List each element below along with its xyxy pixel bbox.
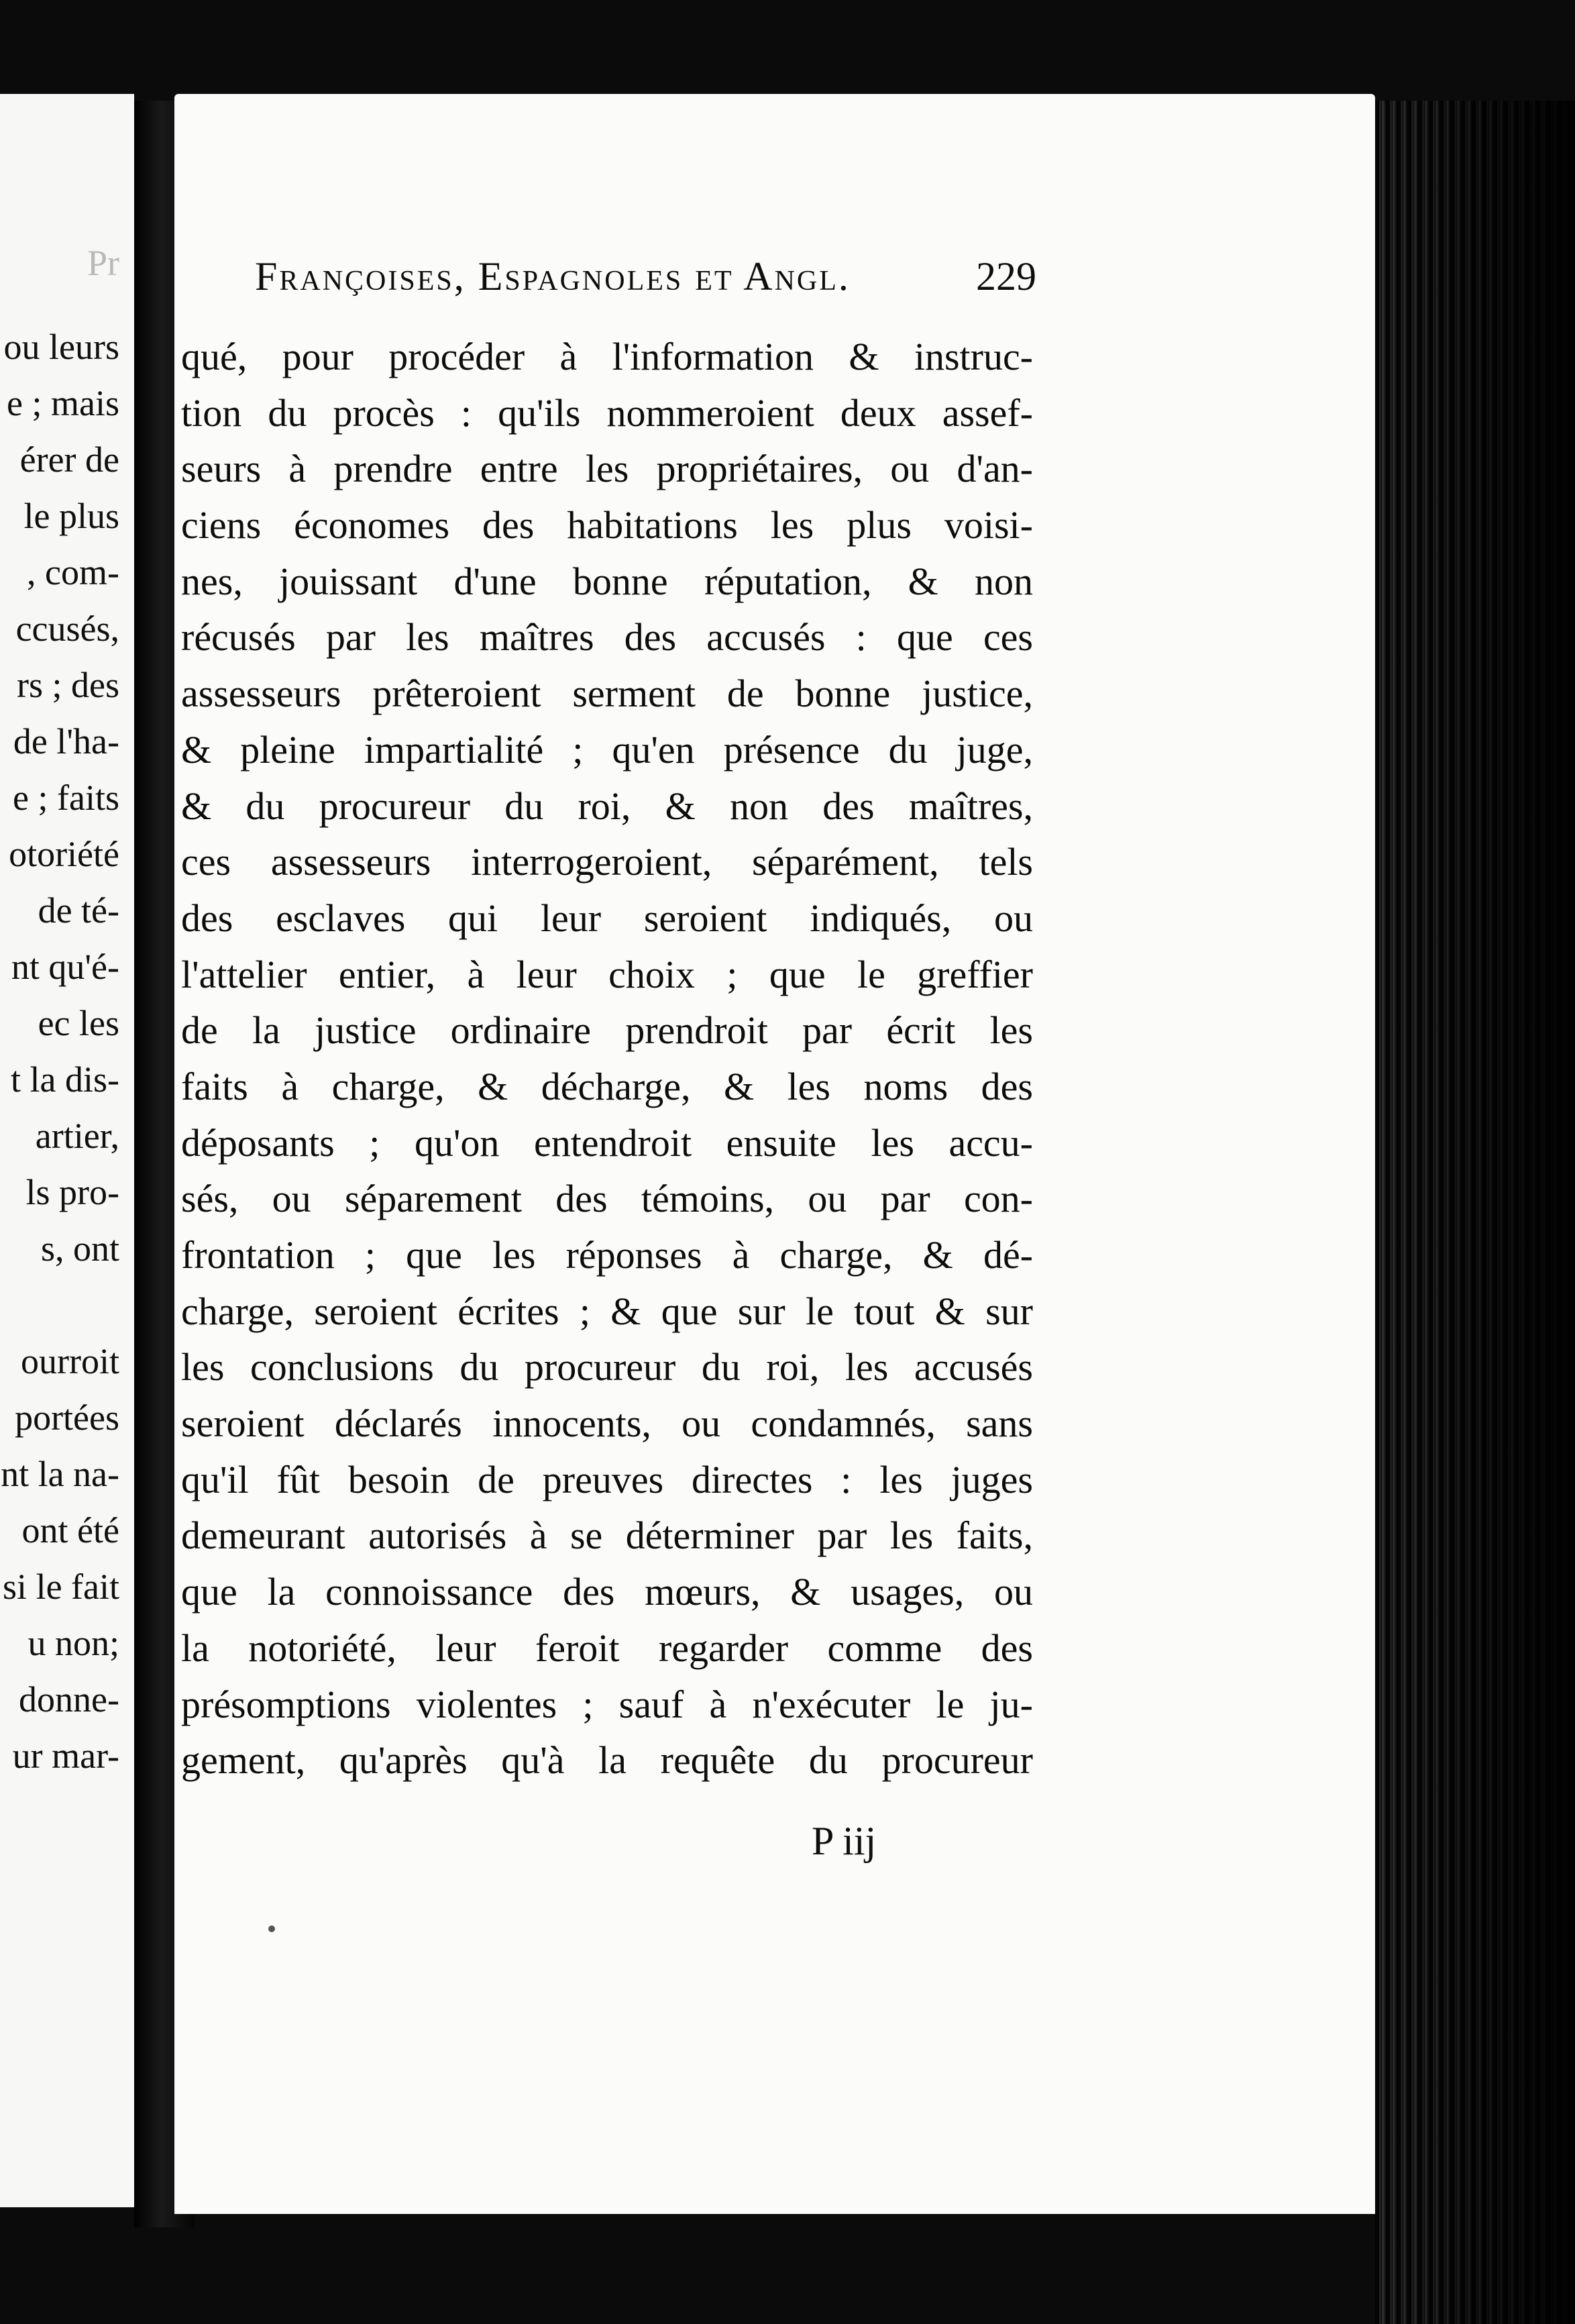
- left-page-line: , com-: [27, 552, 119, 592]
- text-line: qu'il fût besoin de preuves directes : les juges: [181, 1457, 1033, 1501]
- text-line: nes, jouissant d'une bonne réputation, & non: [181, 559, 1033, 603]
- left-page-line: u non;: [28, 1623, 119, 1663]
- text-line: les conclusions du procureur du roi, les accusés: [181, 1345, 1033, 1389]
- running-title: Françoises, Espagnoles et Angl.: [255, 254, 851, 299]
- text-line: & pleine impartialité ; qu'en présence du juge,: [181, 727, 1033, 772]
- text-line: récusés par les maîtres des accusés : que ces: [181, 615, 1033, 659]
- left-page-line: s, ont: [40, 1228, 119, 1269]
- page-edges: [1375, 101, 1575, 2324]
- left-page-line: ur mar-: [12, 1736, 119, 1776]
- page-header: [255, 254, 1036, 307]
- left-page-line: érer de: [19, 439, 119, 480]
- left-page-line: artier,: [35, 1116, 119, 1156]
- text-line: charge, seroient écrites ; & que sur le tout & sur: [181, 1289, 1033, 1333]
- text-line: présomptions violentes ; sauf à n'exécuter le ju-: [181, 1682, 1033, 1726]
- text-line: des esclaves qui leur seroient indiqués, ou: [181, 896, 1033, 940]
- left-page-line: e ; mais: [7, 383, 119, 423]
- text-line: assesseurs prêteroient serment de bonne justice,: [181, 672, 1033, 716]
- text-line: seurs à prendre entre les propriétaires, ou d'an-: [181, 447, 1033, 491]
- left-page-line: ls pro-: [25, 1172, 119, 1212]
- left-page-line: nt qu'é-: [11, 947, 119, 987]
- left-page-line: ccusés,: [15, 609, 119, 649]
- left-page-line: e ; faits: [13, 778, 119, 818]
- paper-speck: [268, 1925, 275, 1932]
- left-page-line: ont été: [21, 1510, 119, 1550]
- text-line: seroient déclarés innocents, ou condamnés, sans: [181, 1402, 1033, 1446]
- text-line: sés, ou séparement des témoins, ou par con-: [181, 1177, 1033, 1221]
- signature-mark: P iij: [812, 1819, 877, 1863]
- page-edges-shade: [1375, 101, 1575, 2324]
- left-page-line: de l'ha-: [13, 721, 119, 761]
- text-line: demeurant autorisés à se déterminer par les faits,: [181, 1514, 1033, 1558]
- left-page-line: portées: [15, 1397, 119, 1438]
- left-page: [0, 94, 134, 2207]
- left-page-line: de té-: [38, 890, 119, 931]
- left-page-line: nt la na-: [1, 1454, 119, 1494]
- text-line: frontation ; que les réponses à charge, & dé-: [181, 1233, 1033, 1277]
- text-line: ces assesseurs interrogeroient, séparément, tels: [181, 840, 1033, 884]
- text-line: & du procureur du roi, & non des maîtres,: [181, 784, 1033, 828]
- left-page-line: ou leurs: [3, 327, 119, 367]
- text-line: déposants ; qu'on entendroit ensuite les accu-: [181, 1120, 1033, 1165]
- text-line: de la justice ordinaire prendroit par écrit les: [181, 1008, 1033, 1053]
- text-line: gement, qu'après qu'à la requête du procureur: [181, 1738, 1033, 1783]
- left-page-line: ourroit: [21, 1341, 119, 1381]
- text-line: faits à charge, & décharge, & les noms des: [181, 1064, 1033, 1108]
- left-page-line: rs ; des: [17, 665, 119, 705]
- left-page-line: ec les: [38, 1003, 119, 1043]
- left-page-line: si le fait: [3, 1567, 119, 1607]
- text-line: ciens économes des habitations les plus voisi-: [181, 503, 1033, 547]
- text-line: qué, pour procéder à l'information & instruc-: [181, 335, 1033, 378]
- text-line: tion du procès : qu'ils nommeroient deux assef-: [181, 390, 1033, 435]
- body-text: [181, 329, 1033, 1789]
- left-page-line: donne-: [19, 1679, 119, 1720]
- left-page-line: t la dis-: [11, 1059, 119, 1100]
- text-line: la notoriété, leur feroit regarder comme des: [181, 1626, 1033, 1670]
- left-page-line: le plus: [23, 496, 119, 536]
- text-line: l'attelier entier, à leur choix ; que le greffier: [181, 952, 1033, 996]
- page-number: 229: [976, 254, 1036, 299]
- left-page-line: otoriété: [9, 834, 119, 874]
- text-line: que la connoissance des mœurs, & usages, ou: [181, 1570, 1033, 1614]
- left-page-header-fragment: Pr: [87, 243, 119, 283]
